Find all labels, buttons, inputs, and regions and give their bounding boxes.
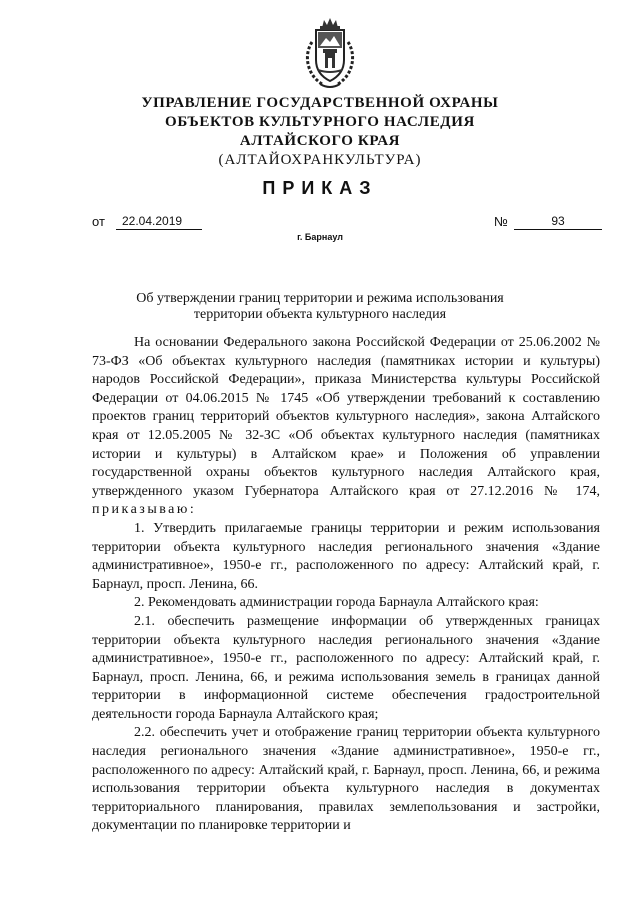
number-sign: № [494,214,508,229]
altai-krai-coat-of-arms-icon [300,16,360,90]
document-date: 22.04.2019 [116,214,202,230]
subject-line-1: Об утверждении границ территории и режима использования [136,291,504,306]
document-body [92,334,600,836]
subject-line-2: территории объекта культурного наследия [193,307,447,322]
header-line-3: АЛТАЙСКОГО КРАЯ [239,133,401,149]
header-line-1: УПРАВЛЕНИЕ ГОСУДАРСТВЕННОЙ ОХРАНЫ [141,95,499,111]
date-prefix: от [92,214,105,229]
paragraph-item-2: 2. Рекомендовать администрации города Барнаула Алтайского края: [134,595,539,611]
document-number: 93 [514,214,602,230]
preamble-text: На основании Федерального закона Российской Федерации от 25.06.2002 № 73-ФЗ «Об объектах культурного наследия (памятниках истории и культуры) народов Российской Федерации», приказа Министерства культуры Российской Федерации от 04.06.2015 № 1745 «Об утверждении требований к составлению проектов границ территорий объектов культурного наследия», закона Алтайского края от 12.05.2005 № 32-ЗС «Об объектах культурного наследия (памятниках истории и культуры) в Алтайском крае» и Положения об управлении государственной охраны объектов культурного наследия Алтайского края, утвержденного указом Губернатора Алтайского края от 27.12.2016 № 174, [92,335,600,499]
header-line-4: (АЛТАЙОХРАНКУЛЬТУРА) [218,152,422,168]
paragraph-item-2-2: 2.2. обеспечить учет и отображение границ территории объекта культурного наследия регионального значения «Здание административное», 1950-е гг., расположенного по адресу: Алтайский край, г. Барнаул, просп. Ленина, 66, и режима использования территории объекта культурного наследия в документах территориального планирования, правилах землепользования и застройки, документации по планировке территории и [92,725,600,834]
document-city: г. Барнаул [297,232,343,242]
header-line-2: ОБЪЕКТОВ КУЛЬТУРНОГО НАСЛЕДИЯ [165,114,475,130]
document-subject [0,291,640,323]
document-title: ПРИКАЗ [262,178,378,198]
paragraph-preamble [92,334,600,520]
paragraph-item-2-1: 2.1. обеспечить размещение информации об утвержденных границах территории объекта культурного наследия регионального значения «Здание административное», 1950-е гг., расположенного по адресу: Алтайский край, г. Барнаул, просп. Ленина, 66, и режима использования земель в границах данной территории в информационной системе обеспечения градостроительной деятельности города Барнаула Алтайского края; [92,613,600,722]
paragraph-item-1: 1. Утвердить прилагаемые границы территории и режим использования территории объекта культурного наследия регионального значения «Здание административное», 1950-е гг., расположенного по адресу: Алтайский край, г. Барнаул, просп. Ленина, 66. [92,520,600,592]
organization-header [0,94,640,170]
order-keyword: приказываю: [92,502,197,518]
